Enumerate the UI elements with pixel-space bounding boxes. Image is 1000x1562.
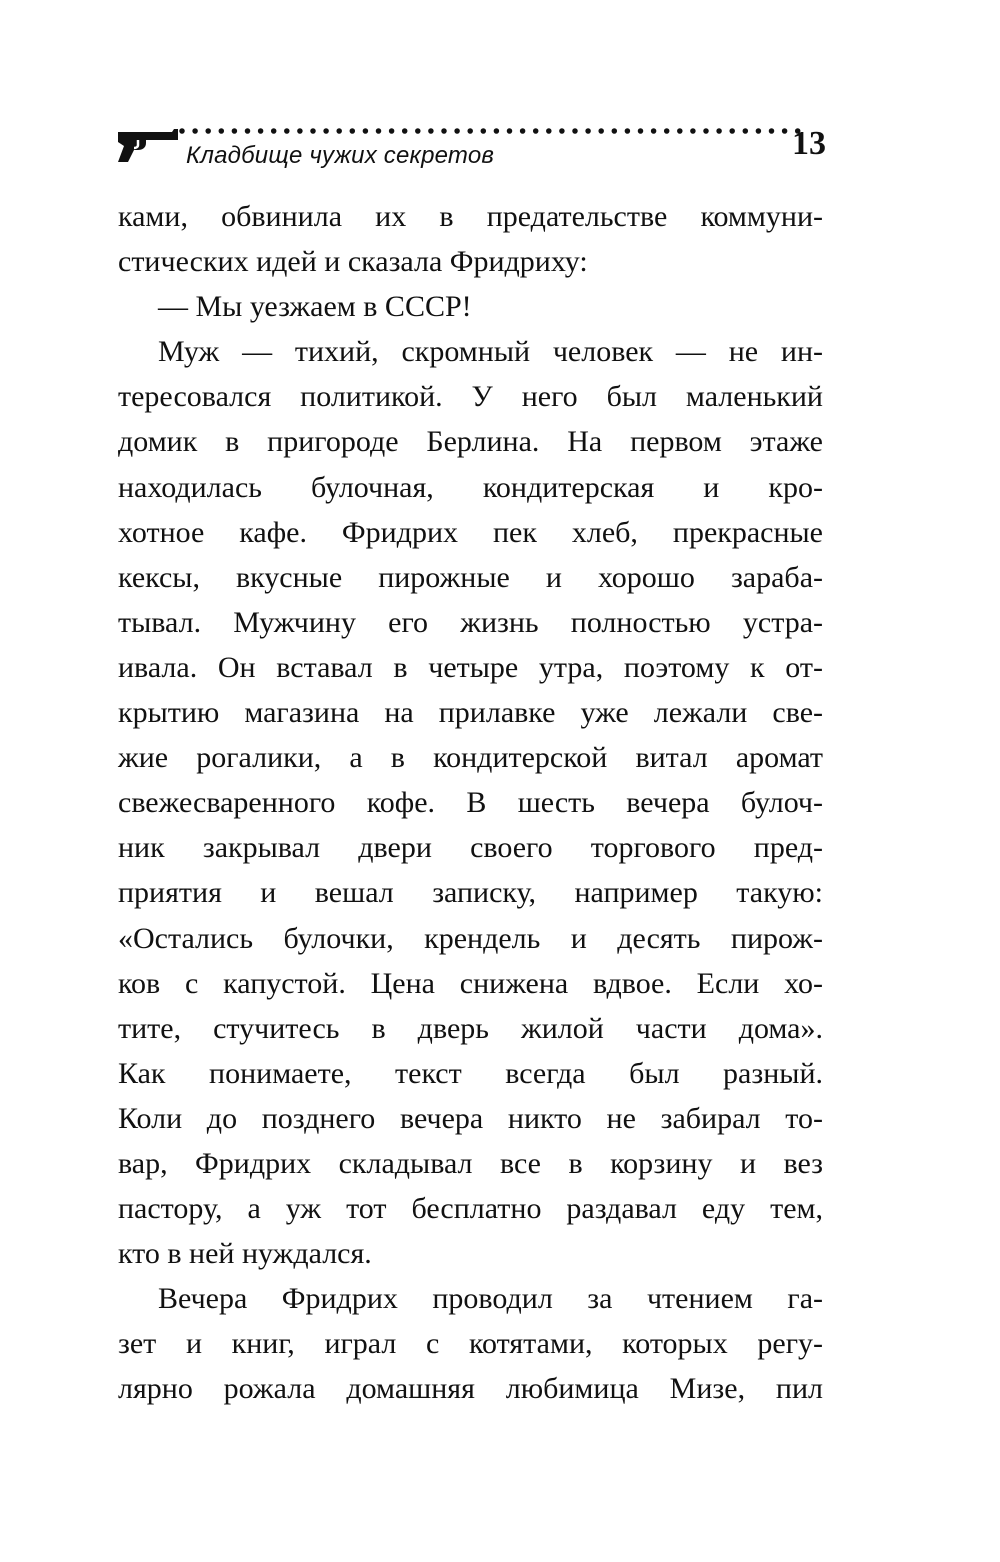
book-title: Кладбище чужих секретов	[186, 142, 495, 169]
text-line: ник закрывал двери своего торгового пред-	[118, 831, 823, 865]
text-line: жие рогалики, а в кондитерской витал аромат	[118, 741, 823, 775]
text-line: тывал. Мужчину его жизнь полностью устра-	[118, 605, 823, 639]
text-line: тересовался политикой. У него был маленький	[118, 380, 823, 414]
text-line: кексы, вкусные пирожные и хорошо зараба-	[118, 560, 823, 594]
text-line: ивала. Он вставал в четыре утра, поэтому к от-	[118, 650, 823, 684]
text-line: тите, стучитесь в дверь жилой части дома».	[118, 1011, 823, 1045]
text-line: домик в пригороде Берлина. На первом этаже	[118, 425, 823, 459]
text-line: зет и книг, играл с котятами, которых регу-	[118, 1327, 823, 1361]
text-line: кто в ней нуждался.	[118, 1237, 372, 1271]
text-line: лярно рожала домашняя любимица Мизе, пил	[118, 1372, 823, 1406]
text-line: пастору, а уж тот бесплатно раздавал еду тем,	[118, 1192, 823, 1226]
page-number: 13	[792, 125, 826, 162]
paragraph-start-line: Муж — тихий, скромный человек — не ин-	[158, 335, 823, 369]
text-line: стических идей и сказала Фридриху:	[118, 245, 588, 279]
body-text	[118, 194, 823, 1412]
text-line: крытию магазина на прилавке уже лежали све-	[118, 696, 823, 730]
paragraph-start-line: Вечера Фридрих проводил за чтением га-	[158, 1282, 823, 1316]
pistol-icon	[116, 126, 180, 164]
dialogue-line: — Мы уезжаем в СССР!	[158, 290, 472, 324]
dotted-rule	[178, 124, 813, 138]
text-line: свежесваренного кофе. В шесть вечера булоч-	[118, 786, 823, 820]
text-line: ков с капустой. Цена снижена вдвое. Если хо-	[118, 966, 823, 1000]
text-line: ками, обвинила их в предательстве коммуни-	[118, 200, 823, 233]
text-line: приятия и вешал записку, например такую:	[118, 876, 823, 910]
text-line: Коли до позднего вечера никто не забирал то-	[118, 1101, 823, 1135]
text-line: вар, Фридрих складывал все в корзину и вез	[118, 1146, 823, 1180]
text-line: «Остались булочки, крендель и десять пирож-	[118, 921, 823, 955]
text-line: находилась булочная, кондитерская и кро-	[118, 470, 823, 504]
text-line: Как понимаете, текст всегда был разный.	[118, 1056, 823, 1090]
running-header	[116, 122, 826, 182]
text-line: хотное кафе. Фридрих пек хлеб, прекрасные	[118, 515, 823, 549]
